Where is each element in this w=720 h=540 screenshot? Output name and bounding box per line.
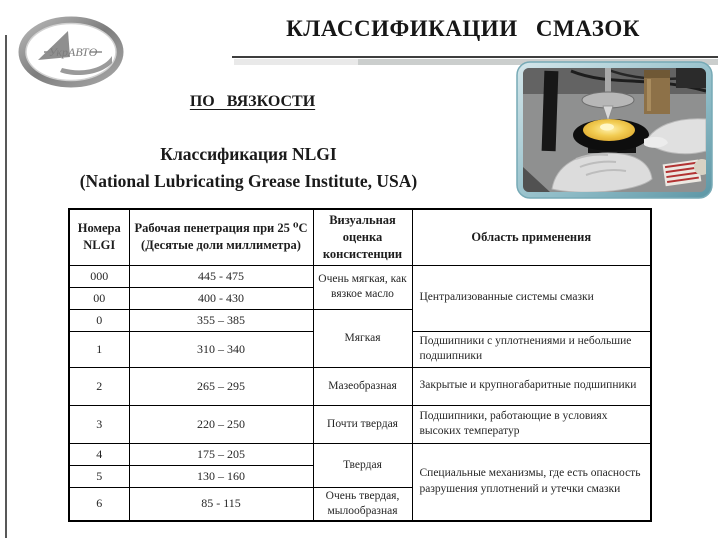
table-row xyxy=(69,443,651,465)
title-rule-dark xyxy=(232,56,718,58)
penetration-cell: 130 – 160 xyxy=(129,465,313,487)
header-penetration: Рабочая пенетрация при 25 ⁰С (Десятые доли миллиметра) xyxy=(129,209,313,265)
nlgi-number-cell: 00 xyxy=(69,287,129,309)
header-nlgi-number: Номера NLGI xyxy=(69,209,129,265)
grease-test-photo xyxy=(516,61,713,199)
nlgi-table xyxy=(68,208,652,522)
consistency-cell: Очень мягкая, как вязкое масло xyxy=(313,265,412,309)
penetration-cell: 220 – 250 xyxy=(129,405,313,443)
nlgi-number-cell: 6 xyxy=(69,487,129,520)
section-subtitle: ПО ВЯЗКОСТИ xyxy=(189,93,316,110)
nlgi-number-cell: 4 xyxy=(69,443,129,465)
nlgi-number-cell: 2 xyxy=(69,367,129,405)
table-header-row xyxy=(69,209,651,265)
penetration-cell: 445 - 475 xyxy=(129,265,313,287)
nlgi-number-cell: 5 xyxy=(69,465,129,487)
consistency-cell: Очень твердая, мылообразная xyxy=(313,487,412,520)
logo-text: УкрАВТО xyxy=(48,45,98,59)
classification-heading-line2: (National Lubricating Grease Institute, USA) xyxy=(79,171,418,191)
nlgi-number-cell: 1 xyxy=(69,331,129,367)
consistency-cell: Мазеобразная xyxy=(313,367,412,405)
penetration-cell: 355 – 385 xyxy=(129,309,313,331)
table-row xyxy=(69,405,651,443)
penetration-cell: 85 - 115 xyxy=(129,487,313,520)
application-cell: Подшипники, работающие в условиях высоких температур xyxy=(412,405,651,443)
consistency-cell: Мягкая xyxy=(313,309,412,367)
table-row xyxy=(69,265,651,287)
title-rule-gray-light xyxy=(234,59,358,65)
application-cell: Централизованные системы смазки xyxy=(412,265,651,331)
application-cell: Закрытые и крупногабаритные подшипники xyxy=(412,367,651,405)
header-consistency: Визуальная оценка консистенции xyxy=(313,209,412,265)
consistency-cell: Твердая xyxy=(313,443,412,487)
consistency-cell: Почти твердая xyxy=(313,405,412,443)
penetration-cell: 400 - 430 xyxy=(129,287,313,309)
nlgi-number-cell: 0 xyxy=(69,309,129,331)
page-title: КЛАССИФИКАЦИИ СМАЗОК xyxy=(286,16,640,41)
ukravto-logo xyxy=(18,16,124,88)
header-application: Область применения xyxy=(412,209,651,265)
penetration-cell: 175 – 205 xyxy=(129,443,313,465)
nlgi-number-cell: 000 xyxy=(69,265,129,287)
table-row xyxy=(69,367,651,405)
classification-heading-line1: Классификация NLGI xyxy=(160,144,337,164)
application-cell: Подшипники с уплотнениями и небольшие подшипники xyxy=(412,331,651,367)
penetration-cell: 265 – 295 xyxy=(129,367,313,405)
application-cell: Специальные механизмы, где есть опасность разрушения уплотнений и утечки смазки xyxy=(412,443,651,520)
nlgi-number-cell: 3 xyxy=(69,405,129,443)
penetration-cell: 310 – 340 xyxy=(129,331,313,367)
